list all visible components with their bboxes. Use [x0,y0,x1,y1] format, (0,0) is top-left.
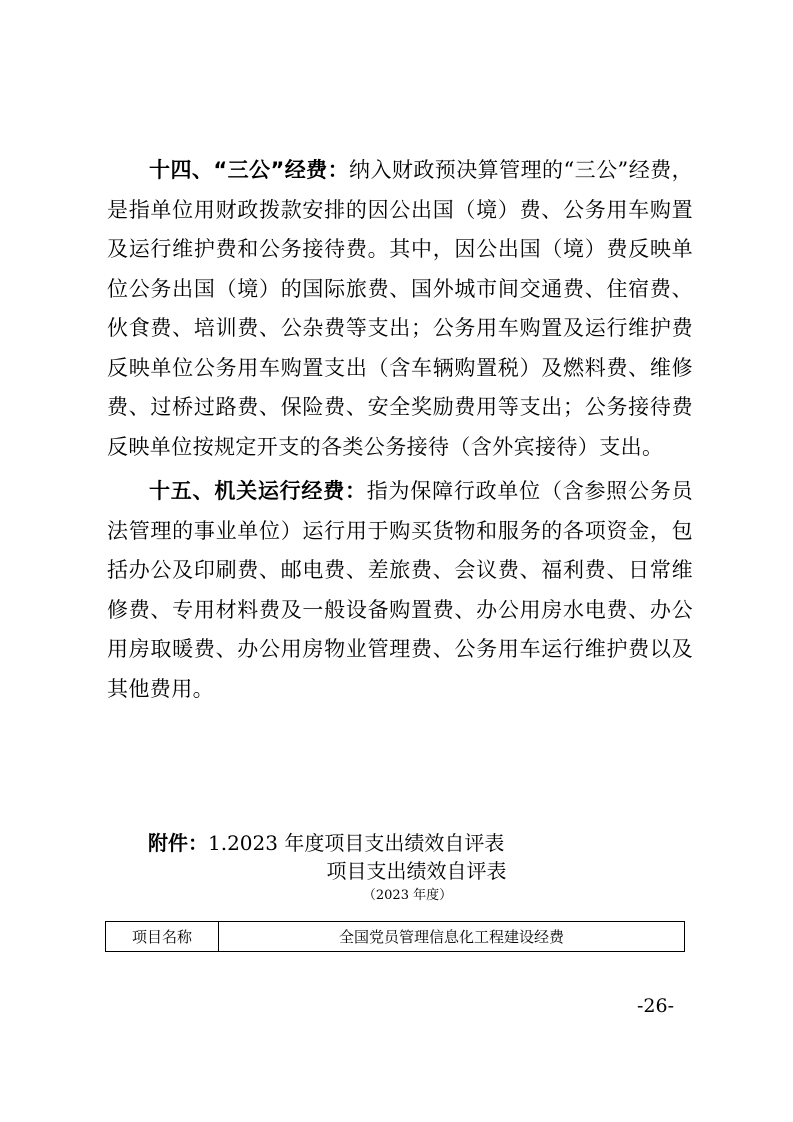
project-name-label: 项目名称 [106,922,219,952]
paragraph-heading: 十四、“三公”经费： [149,158,350,182]
attachment-label: 附件： [148,831,208,855]
paragraph-body: 指为保障行政单位（含参照公务员法管理的事业单位）运行用于购买货物和服务的各项资金，包括办公及印刷费、邮电费、差旅费、会议费、福利费、日常维修费、专用材料费及一般设备购置费、办公用房水电费、办公用房取暖费、办公用房物业管理费、公务用车运行维护费以及其他费用。 [107,479,693,701]
project-name-value: 全国党员管理信息化工程建设经费 [219,922,685,952]
paragraph-body: 纳入财政预决算管理的“三公”经费，是指单位用财政拨款安排的因公出国（境）费、公务用车购置及运行维护费和公务接待费。其中，因公出国（境）费反映单位公务出国（境）的国际旅费、国外城市间交通费、住宿费、伙食费、培训费、公杂费等支出；公务用车购置及运行维护费反映单位公务用车购置支出（含车辆购置税）及燃料费、维修费、过桥过路费、保险费、安全奖励费用等支出；公务接待费反映单位按规定开支的各类公务接待（含外宾接待）支出。 [107,158,693,459]
paragraph-three-public-expenses [107,151,693,467]
performance-table [105,921,685,952]
table-subtitle: （2023 年度） [362,888,453,903]
attachment-text: 1.2023 年度项目支出绩效自评表 [208,831,505,855]
paragraph-heading: 十五、机关运行经费： [149,479,367,503]
attachment-line [148,827,504,856]
table-title: 项目支出绩效自评表 [326,859,507,883]
table-row [106,922,685,952]
paragraph-agency-operating-expenses [107,472,693,709]
page-number: -26- [637,995,675,1017]
